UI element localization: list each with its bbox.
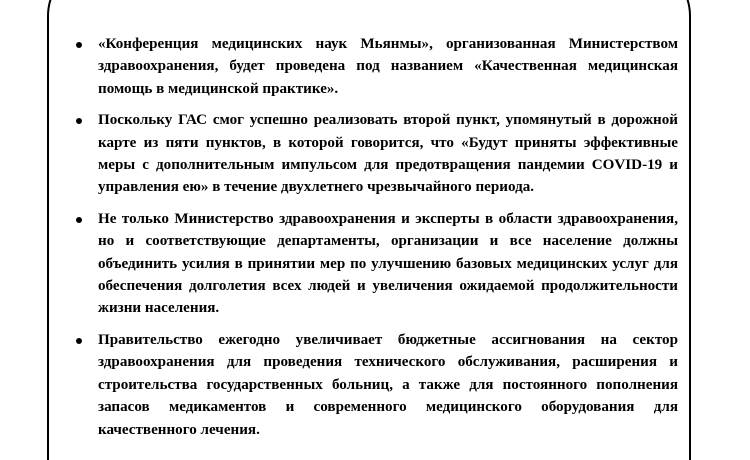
bullet-icon	[76, 118, 82, 124]
bullet-icon	[76, 217, 82, 223]
bullet-item	[70, 109, 678, 199]
bullet-text: Правительство ежегодно увеличивает бюджетные ассигнования на сектор здравоохранения для проведения технического обслуживания, расширения и строительства государственных больниц, а также для постоянного пополнения запасов медикаментов и современного медицинского оборудования для качественного лечения.	[98, 331, 678, 438]
bullet-item	[70, 33, 678, 100]
bullet-item	[70, 208, 678, 320]
bullet-item	[70, 329, 678, 441]
bullet-text: Не только Министерство здравоохранения и эксперты в области здравоохранения, но и соответствующие департаменты, организации и все население должны объединить усилия в принятии мер по улучшению базовых медицинских услуг для обеспечения долголетия всех людей и увеличения ожидаемой продолжительности жизни населения.	[98, 210, 678, 317]
bullet-text: «Конференция медицинских наук Мьянмы», организованная Министерством здравоохранения, будет проведена под названием «Качественная медицинская помощь в медицинской практике».	[98, 36, 678, 97]
bullet-icon	[76, 338, 82, 344]
bullet-icon	[76, 42, 82, 48]
bullet-list	[70, 33, 678, 450]
bullet-text: Поскольку ГАС смог успешно реализовать второй пункт, упомянутый в дорожной карте из пяти пунктов, в которой говорится, что «Будут приняты эффективные меры с дополнительным импульсом для предотвращения пандемии COVID-19 и управления ею» в течение двухлетнего чрезвычайного периода.	[98, 112, 678, 196]
